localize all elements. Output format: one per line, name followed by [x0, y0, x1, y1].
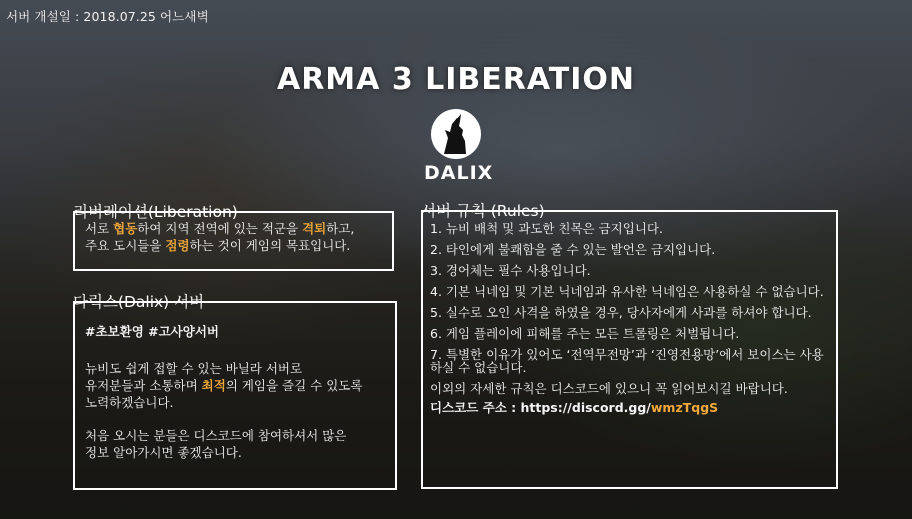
rule-item: 2. 타인에게 불쾌함을 줄 수 있는 발언은 금지입니다.	[430, 242, 716, 257]
dalix-join-line2: 정보 알아가시면 좋겠습니다.	[85, 445, 242, 460]
dalix-intro-line2: 유저분들과 소통하며 최적의 게임을 즐길 수 있도록	[85, 378, 363, 393]
dalix-intro-line3: 노력하겠습니다.	[85, 395, 174, 410]
rule-item: 4. 기본 닉네임 및 기본 닉네임과 유사한 닉네임은 사용하실 수 없습니다.	[430, 284, 824, 299]
rules-footer: 이외의 자세한 규칙은 디스코드에 있으니 꼭 읽어보시길 바랍니다.	[430, 381, 788, 396]
dalix-intro-line1: 뉴비도 쉽게 접할 수 있는 바닐라 서버로	[85, 361, 303, 376]
dalix-tags: #초보환영 #고사양서버	[85, 324, 219, 339]
discord-invite-code[interactable]: wmzTqgS	[650, 400, 719, 415]
rule-item: 3. 경어체는 필수 사용입니다.	[430, 263, 591, 278]
logo-text: DALIX	[424, 162, 494, 184]
highlight-optimal: 최적	[201, 378, 226, 393]
rules-list	[430, 222, 830, 422]
discord-address[interactable]: 디스코드 주소 : https://discord.gg/wmzTqgS	[430, 400, 719, 415]
liberation-heading: 리버레이션(Liberation)	[73, 203, 238, 221]
dalix-join-line1: 처음 오시는 분들은 디스코드에 참여하셔서 많은	[85, 428, 347, 443]
highlight-cooperate: 협동	[113, 221, 138, 236]
rule-item: 6. 게임 플레이에 피해를 주는 모든 트롤링은 처벌됩니다.	[430, 326, 740, 341]
dalix-server-box	[73, 293, 397, 490]
dalix-heading: 다릭스(Dalix) 서버	[73, 293, 205, 311]
page-title: ARMA 3 LIBERATION	[276, 62, 635, 97]
rule-item: 5. 실수로 오인 사격을 하였을 경우, 당사자에게 사과를 하셔야 합니다.	[430, 305, 812, 320]
highlight-repel: 격퇴	[302, 221, 327, 236]
liberation-box	[73, 203, 394, 271]
rules-box	[421, 202, 838, 489]
liberation-description: 서로 협동하여 지역 전역에 있는 적군을 격퇴하고, 주요 도시들을 점령하는 것이 게임의 목표입니다.	[85, 221, 355, 253]
highlight-occupy: 점령	[165, 238, 190, 253]
rule-item: 7. 특별한 이유가 있어도 ‘전역무전망’과 ‘진영전용망’에서 보이스는 사용하실 수 없습니다.	[430, 347, 824, 375]
wolf-howling-icon	[430, 108, 482, 160]
rules-heading: 서버 규칙 (Rules)	[421, 202, 545, 220]
dalix-logo	[424, 108, 494, 184]
server-open-date: 서버 개설일 : 2018.07.25 어느새벽	[6, 9, 209, 24]
rule-item: 1. 뉴비 배척 및 과도한 친목은 금지입니다.	[430, 221, 663, 236]
